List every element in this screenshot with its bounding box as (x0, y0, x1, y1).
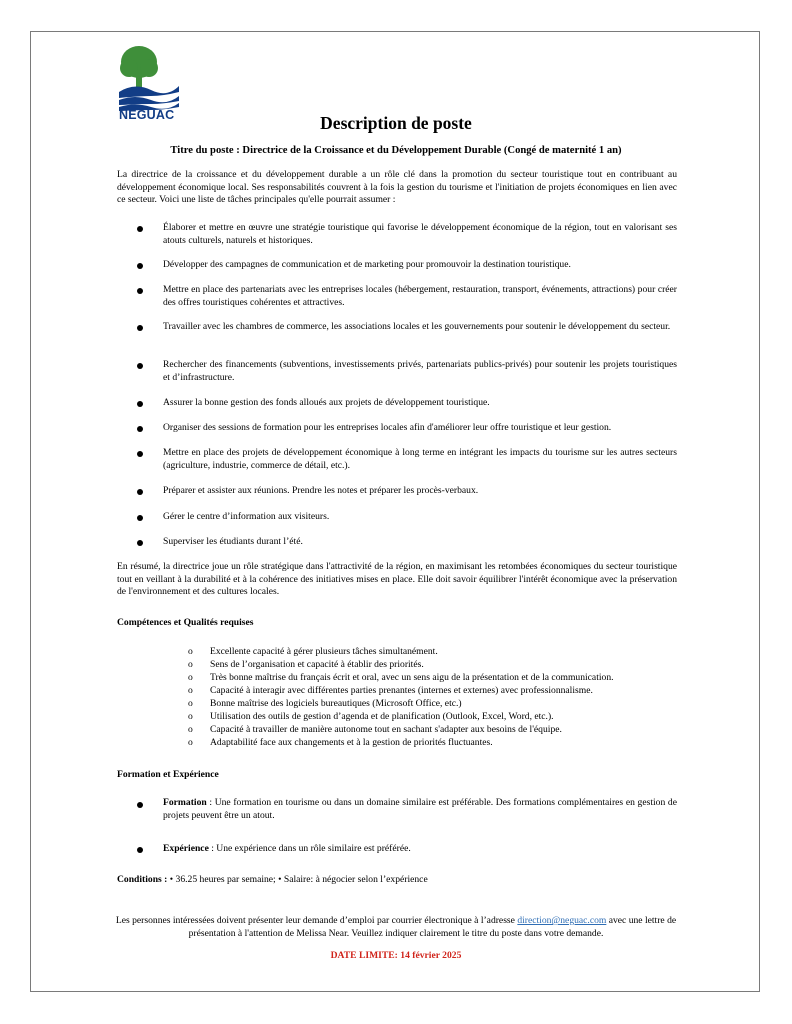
skill-item: Très bonne maîtrise du français écrit et oral, avec un sens aigu de la présentation et de la communication. (210, 672, 614, 683)
task-item: Rechercher des financements (subventions, investissements privés, partenariats publics-privés) pour soutenir les projets touristiques et d’infrastructure. (163, 359, 677, 383)
skill-item: Capacité à travailler de manière autonome tout en sachant s'adapter aux besoins de l'équipe. (210, 724, 562, 735)
application-instructions (100, 915, 692, 940)
task-item: Travailler avec les chambres de commerce, les associations locales et les gouvernements pour soutenir le développement du secteur. (163, 321, 671, 332)
logo-text: NEGUAC (119, 108, 175, 122)
skill-item: Bonne maîtrise des logiciels bureautiques (Microsoft Office, etc.) (210, 698, 462, 709)
task-item: Préparer et assister aux réunions. Prendre les notes et préparer les procès-verbaux. (163, 485, 479, 496)
bullet-icon (137, 363, 143, 369)
circle-bullet-icon: o (188, 711, 193, 722)
bullet-icon (137, 489, 143, 495)
circle-bullet-icon: o (188, 672, 193, 683)
bullet-icon (137, 451, 143, 457)
task-item: Superviser les étudiants durant l’été. (163, 536, 303, 547)
summary-paragraph: En résumé, la directrice joue un rôle stratégique dans l'attractivité de la région, en maximisant les retombées économiques du secteur touristique tout en veillant à la durabilité et à la cohérence des initiatives mises en place. Elle doit savoir équilibrer l'intérêt économique avec la préservation de l'environnement et des cultures locales. (117, 561, 677, 598)
bullet-icon (137, 540, 143, 546)
training-heading: Formation et Expérience (117, 769, 219, 780)
bullet-icon (137, 515, 143, 521)
skills-heading: Compétences et Qualités requises (117, 617, 254, 628)
circle-bullet-icon: o (188, 659, 193, 670)
training-item (163, 797, 677, 822)
bullet-icon (137, 288, 143, 294)
skill-item: Capacité à interagir avec différentes parties prenantes (internes et externes) avec professionnalisme. (210, 685, 593, 696)
training-text: : Une formation en tourisme ou dans un domaine similaire est préférable. Des formations complémentaires en gestion de projets peuvent être un atout. (163, 797, 677, 821)
task-item: Organiser des sessions de formation pour les entreprises locales afin d'améliorer leur offre touristique et leur gestion. (163, 422, 612, 433)
task-item: Mettre en place des partenariats avec les entreprises locales (hébergement, restauration, transport, événements, attractions) pour créer des offres touristiques cohérentes et attractives. (163, 284, 677, 308)
circle-bullet-icon: o (188, 737, 193, 748)
job-title: Titre du poste : Directrice de la Croissance et du Développement Durable (Congé de maternité 1 an) (170, 145, 622, 156)
bullet-icon (137, 802, 143, 808)
conditions-text: • 36.25 heures par semaine; • Salaire: à négocier selon l’expérience (167, 874, 428, 885)
bullet-icon (137, 426, 143, 432)
apply-text-before: Les personnes intéressées doivent présenter leur demande d’emploi par courrier électronique à l’adresse (115, 915, 518, 926)
task-item: Développer des campagnes de communication et de marketing pour promouvoir la destination touristique. (163, 259, 571, 270)
deadline: DATE LIMITE: 14 février 2025 (330, 950, 462, 961)
bullet-icon (137, 847, 143, 853)
conditions-line (117, 874, 677, 887)
bullet-icon (137, 325, 143, 331)
task-item: Élaborer et mettre en œuvre une stratégie touristique qui favorise le développement économique de la région, tout en valorisant ses atouts culturels, naturels et historiques. (163, 222, 677, 246)
bullet-icon (137, 226, 143, 232)
circle-bullet-icon: o (188, 685, 193, 696)
experience-item (163, 843, 677, 856)
skill-item: Excellente capacité à gérer plusieurs tâches simultanément. (210, 646, 438, 657)
circle-bullet-icon: o (188, 724, 193, 735)
task-item: Mettre en place des projets de développement économique à long terme en intégrant les impacts du tourisme sur les autres secteurs (agriculture, industrie, commerce de détail, etc.). (163, 447, 677, 471)
experience-text: : Une expérience dans un rôle similaire est préférée. (208, 843, 411, 854)
page-title: Description de poste (320, 113, 472, 133)
bullet-icon (137, 263, 143, 269)
task-item: Gérer le centre d’information aux visiteurs. (163, 511, 330, 522)
task-item: Assurer la bonne gestion des fonds alloués aux projets de développement touristique. (163, 397, 490, 408)
circle-bullet-icon: o (188, 698, 193, 709)
apply-text-after: avec une lettre de présentation à l'attention de Melissa Near. Veuillez indiquer clairement le titre du poste dans votre demande. (188, 915, 677, 939)
conditions-label: Conditions : (117, 874, 168, 885)
email-link[interactable]: direction@neguac.com (517, 915, 607, 926)
circle-bullet-icon: o (188, 646, 193, 657)
bullet-icon (137, 401, 143, 407)
training-label: Formation (163, 797, 207, 808)
skill-item: Adaptabilité face aux changements et à la gestion de priorités fluctuantes. (210, 737, 493, 748)
skill-item: Utilisation des outils de gestion d’agenda et de planification (Outlook, Excel, Word, etc.). (210, 711, 554, 722)
skill-item: Sens de l’organisation et capacité à établir des priorités. (210, 659, 424, 670)
intro-paragraph: La directrice de la croissance et du développement durable a un rôle clé dans la promotion du secteur touristique tout en contribuant au développement économique local. Ses responsabilités couvrent à la fois la gestion du tourisme et l'initiation de projets économiques en lien avec ce secteur. Voici une liste de tâches principales qu'elle pourrait assumer : (117, 169, 677, 206)
experience-label: Expérience (163, 843, 209, 854)
